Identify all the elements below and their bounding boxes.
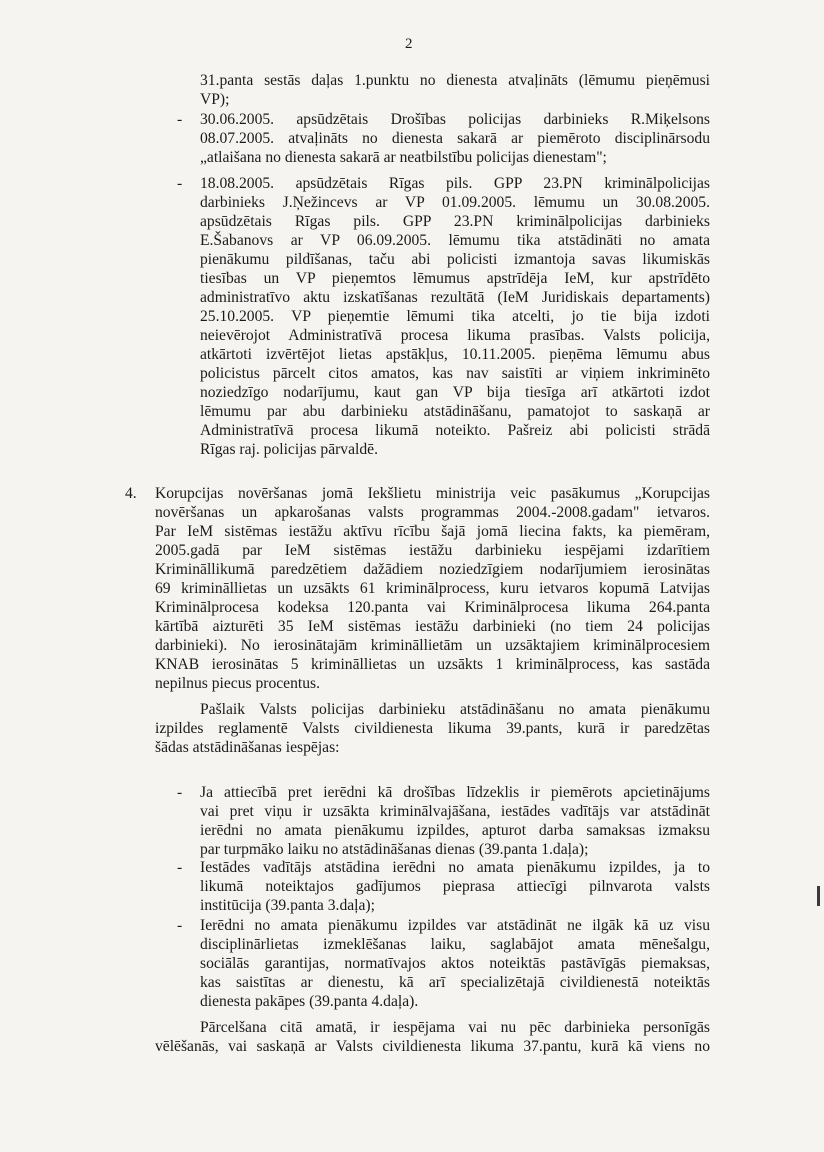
text-line: nepilnus piecus procentus. [155, 675, 320, 692]
text-line: Ja attiecībā pret ierēdni kā drošības līdzeklis ir piemērots apcietinājums [200, 784, 710, 801]
text-line: vēlēšanās, vai saskaņā ar Valsts civildienesta likuma 37.pantu, kurā kā viens no [155, 1038, 710, 1055]
text-line: noziedzīgo nodarījumu, kaut gan VP bija tiesīga arī atkārtoti izdot [200, 384, 710, 401]
list-dash: - [177, 917, 183, 934]
text-line: sociālās garantijas, normatīvajos aktos noteiktās pastāvīgās piemaksas, [200, 955, 710, 972]
page-number: 2 [405, 36, 413, 52]
text-line: lēmumu par abu darbinieku atstādināšanu, pamatojot to saskaņā ar [200, 403, 710, 420]
text-line: „atlaišana no dienesta sakarā ar neatbilstību policijas dienestam"; [200, 149, 607, 166]
text-line: Krimināllikumā paredzētiem dažādiem noziedzīgiem nodarījumiem ierosinātas [155, 561, 710, 578]
text-line: Kriminālprocesa kodeksa 120.panta vai Kriminālprocesa likuma 264.panta [155, 599, 710, 616]
text-line: 25.10.2005. VP pieņemtie lēmumi tika atcelti, jo tie bija izdoti [200, 308, 710, 325]
text-line: 31.panta sestās daļas 1.punktu no dienesta atvaļināts (lēmumu pieņēmusi [200, 72, 710, 89]
text-line: kas saistītas ar dienestu, kā arī specializētajā civildienestā noteiktās [200, 974, 710, 991]
text-line: neievērojot Administratīvā procesa likuma prasības. Valsts policija, [200, 327, 710, 344]
text-line: Administratīvā procesa likumā noteikto. Pašreiz abi policisti strādā [200, 422, 710, 439]
text-line: Iestādes vadītājs atstādina ierēdni no amata pienākumu izpildes, ja to [200, 859, 710, 876]
text-line: vai pret viņu ir uzsākta kriminālvajāšana, iestādes vadītājs var atstādināt [200, 803, 710, 820]
text-line: apsūdzētais Rīgas pils. GPP 23.PN kriminālpolicijas darbinieks [200, 213, 710, 230]
text-line: par turpmāko laiku no atstādināšanas dienas (39.panta 1.daļa); [200, 841, 589, 858]
text-line: 08.07.2005. atvaļināts no dienesta sakarā ar piemēroto disciplinārsodu [200, 130, 710, 147]
text-line: Pašlaik Valsts policijas darbinieku atstādināšanu no amata pienākumu [200, 701, 710, 718]
text-line: tiesības un VP pieņemtos lēmumus apstrīdēja IeM, kur apstrīdēto [200, 270, 710, 287]
list-dash: - [177, 111, 183, 128]
list-dash: - [177, 859, 183, 876]
scan-edge-mark [817, 886, 820, 906]
text-line: likumā noteiktajos gadījumos pieprasa attiecīgi pilnvarota valsts [200, 878, 710, 895]
text-line: institūcija (39.panta 3.daļa); [200, 897, 375, 914]
text-line: darbinieks J.Ņežincevs ar VP 01.09.2005. lēmumu un 30.08.2005. [200, 194, 710, 211]
text-line: izpildes reglamentē Valsts civildienesta likuma 39.pants, kurā ir paredzētas [155, 720, 710, 737]
text-line: 30.06.2005. apsūdzētais Drošības policijas darbinieks R.Miķelsons [200, 111, 710, 128]
text-line: Rīgas raj. policijas pārvaldē. [200, 441, 378, 458]
list-dash: - [177, 784, 183, 801]
text-line: dienesta pakāpes (39.panta 4.daļa). [200, 993, 419, 1010]
text-line: pienākumu pildīšanas, taču abi policisti izmantoja savas likumiskās [200, 251, 710, 268]
text-line: disciplinārlietas izmeklēšanas laiku, saglabājot amata mēnešalgu, [200, 936, 710, 953]
text-line: administratīvo aktu izskatīšanas rezultātā (IeM Juridiskais departaments) [200, 289, 710, 306]
text-line: šādas atstādināšanas iespējas: [155, 739, 340, 756]
text-line: 18.08.2005. apsūdzētais Rīgas pils. GPP 23.PN kriminālpolicijas [200, 175, 710, 192]
text-line: kārtībā aizturēti 35 IeM sistēmas iestāžu darbinieki (no tiem 24 policijas [155, 618, 710, 635]
text-line: policistus pārcelt citos amatos, kas nav saistīti ar viņiem inkriminēto [200, 365, 710, 382]
text-line: VP); [200, 91, 230, 108]
text-line: 2005.gadā par IeM sistēmas iestāžu darbinieku iespējami izdarītiem [155, 542, 710, 559]
text-line: darbinieki). No ierosinātajām krimināllietām un uzsāktajiem kriminālprocesiem [155, 637, 710, 654]
text-line: KNAB ierosinātas 5 krimināllietas un uzsākts 1 kriminālprocess, kas sastāda [155, 656, 710, 673]
text-line: Korupcijas novēršanas jomā Iekšlietu ministrija veic pasākumus „Korupcijas [155, 485, 710, 502]
text-line: Par IeM sistēmas iestāžu aktīvu rīcību šajā jomā liecina fakts, ka piemēram, [155, 523, 710, 540]
text-line: E.Šabanovs ar VP 06.09.2005. lēmumu tika atstādināti no amata [200, 232, 710, 249]
list-number: 4. [125, 485, 137, 502]
text-line: Ierēdni no amata pienākumu izpildes var atstādināt ne ilgāk kā uz visu [200, 917, 710, 934]
text-line: novēršanas un apkarošanas valsts programmas 2004.-2008.gadam" ietvaros. [155, 504, 710, 521]
text-line: atkārtoti izvērtējot lietas apstākļus, 10.11.2005. pieņēma lēmumu abus [200, 346, 710, 363]
text-line: Pārcelšana citā amatā, ir iespējama vai nu pēc darbinieka personīgās [200, 1019, 710, 1036]
text-line: ierēdni no amata pienākumu izpildes, apturot darba samaksas izmaksu [200, 822, 710, 839]
list-dash: - [177, 175, 183, 192]
text-line: 69 krimināllietas un uzsākts 61 kriminālprocess, kuru ietvaros kopumā Latvijas [155, 580, 710, 597]
